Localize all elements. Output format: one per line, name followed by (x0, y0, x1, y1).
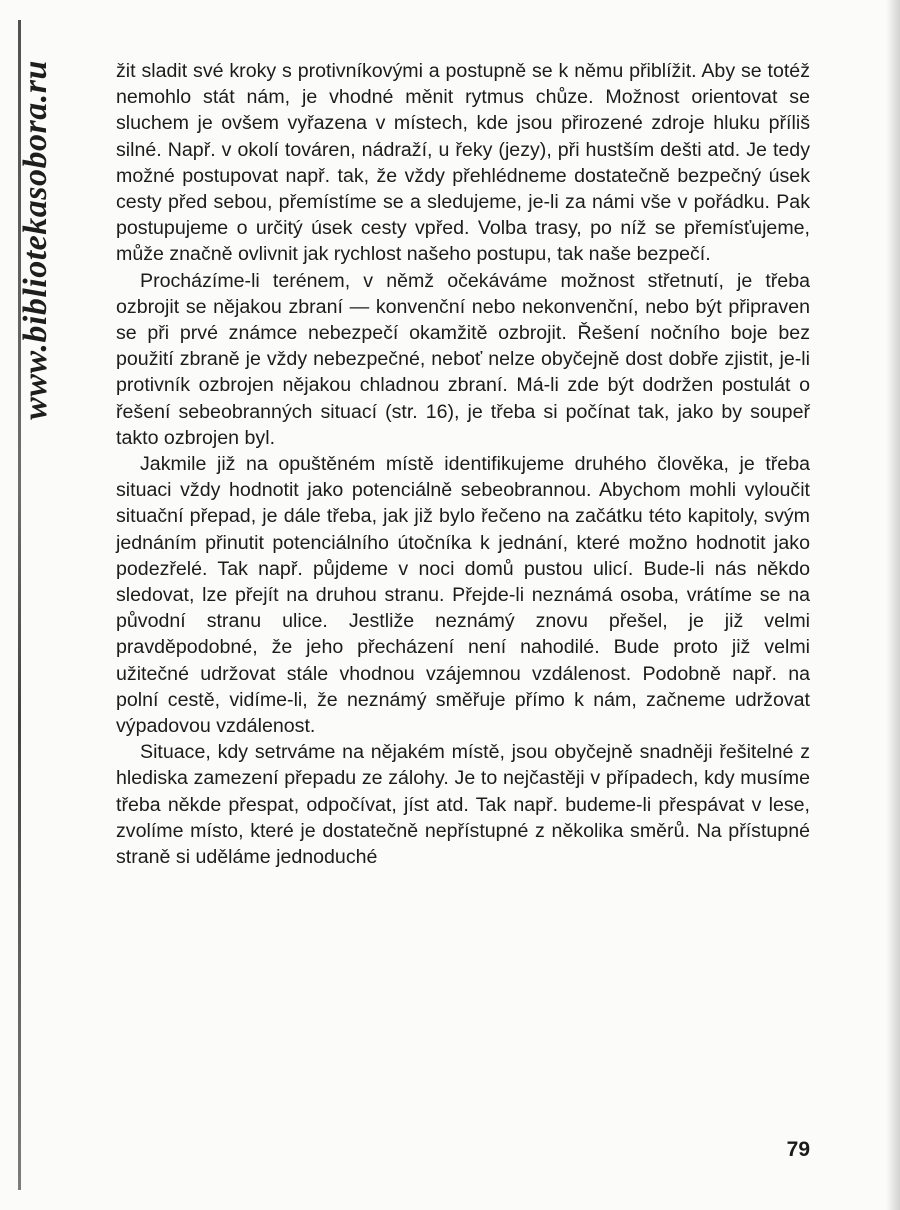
page-number: 79 (786, 1138, 810, 1161)
paragraph-4: Situace, kdy setrváme na nějakém místě, jsou obyčejně snadněji řešitelné z hlediska zamezení přepadu ze zálohy. Je to nejčastěji v případech, kdy musíme třeba někde přespat, odpočívat, jíst atd. Tak např. budeme-li přespávat v lese, zvolíme místo, které je dostatečně nepřístupné z několika směrů. Na přístupné straně si uděláme jednoduché (116, 741, 810, 869)
watermark (14, 20, 58, 460)
paragraph-2: Procházíme-li terénem, v němž očekáváme možnost střetnutí, je třeba ozbrojit se nějakou zbraní — konvenční nebo nekonvenční, nebo být připraven se při prvé známce nebezpečí okamžitě ozbrojit. Řešení nočního boje bez použití zbraně je vždy nebezpečné, neboť nelze obyčejně dost dobře zjistit, je-li protivník ozbrojen nějakou chladnou zbraní. Má-li zde být dodržen postulát o řešení sebeobranných situací (str. 16), je třeba si počínat tak, jako by soupeř takto ozbrojen byl. (116, 269, 810, 449)
watermark-text: www.bibliotekasobora.ru (17, 60, 55, 420)
page-edge-shadow (886, 0, 900, 1210)
paragraph-1: žit sladit své kroky s protivníkovými a postupně se k němu přiblížit. Aby se totéž nemohlo stát nám, je vhodné měnit rytmus chůze. Možnost orientovat se sluchem je ovšem vyřazena v místech, kde jsou přirozené zdroje hluku příliš silné. Např. v okolí továren, nádraží, u řeky (jezy), při hustším dešti atd. Je tedy možné postupovat např. tak, že vždy přehlédneme dostatečně bezpečný úsek cesty před sebou, přemístíme se a sledujeme, je-li za námi vše v pořádku. Pak postupujeme o určitý úsek cesty vpřed. Volba trasy, po níž se přemísťujeme, může značně ovlivnit jak rychlost našeho postupu, tak naše bezpečí. (116, 60, 810, 266)
body-text (116, 58, 810, 870)
paragraph-3: Jakmile již na opuštěném místě identifikujeme druhého člověka, je třeba situaci vždy hodnotit jako potenciálně sebeobrannou. Abychom mohli vyloučit situační přepad, je dále třeba, jak již bylo řečeno na začátku této kapitoly, svým jednáním přinutit potenciálního útočníka k jednání, které možno hodnotit jako podezřelé. Tak např. půjdeme v noci domů pustou ulicí. Bude-li nás někdo sledovat, lze přejít na druhou stranu. Přejde-li neznámá osoba, vrátíme se na původní stranu ulice. Jestliže neznámý znovu přešel, je již velmi pravděpodobné, že jeho přecházení není nahodilé. Bude proto již velmi užitečné udržovat stále vhodnou vzájemnou vzdálenost. Podobně např. na polní cestě, vidíme-li, že neznámý směřuje přímo k nám, začneme udržovat výpadovou vzdálenost. (116, 453, 810, 738)
